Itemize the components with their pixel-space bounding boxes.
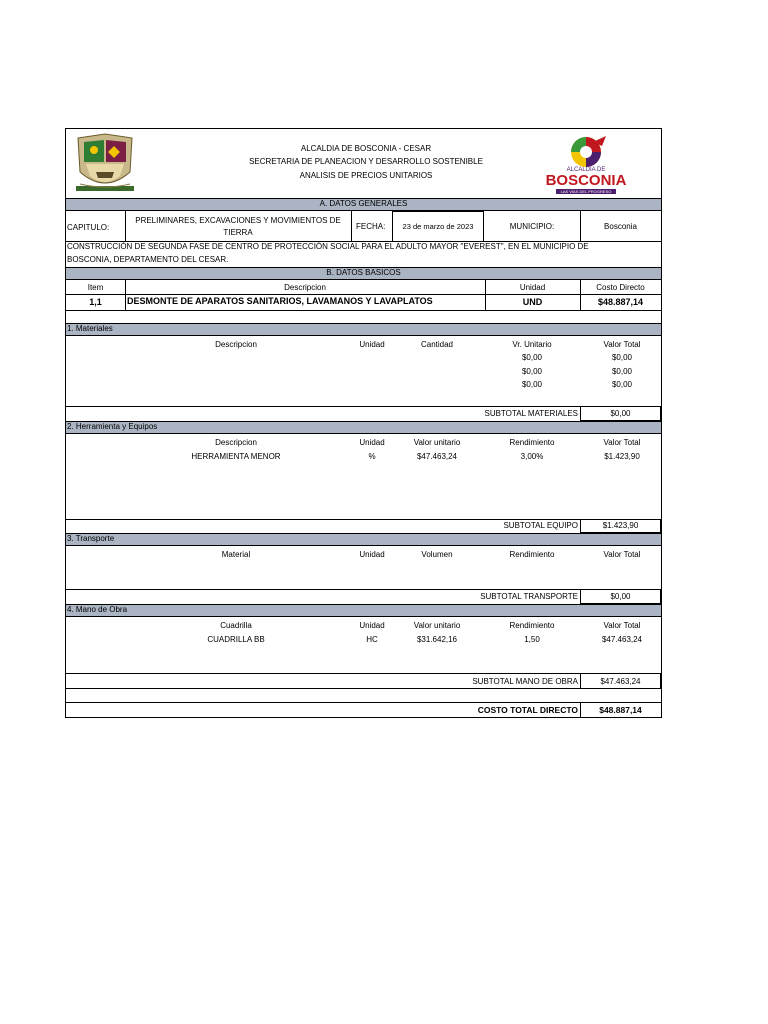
mat-row1-vr-unitario: $0,00 <box>521 353 543 362</box>
her-rendimiento-header: Rendimiento <box>509 438 555 447</box>
subtotal-mano-obra-label: SUBTOTAL MANO DE OBRA <box>472 677 578 686</box>
unidad-header: Unidad <box>519 283 546 292</box>
mo-row-rendimiento: 1,50 <box>524 635 540 644</box>
mat-row1-valor-total: $0,00 <box>611 353 633 362</box>
tra-valor-total-header: Valor Total <box>603 550 641 559</box>
divider <box>66 589 661 590</box>
header-line-1: ALCALDIA DE BOSCONIA - CESAR <box>300 144 432 153</box>
divider <box>66 673 661 674</box>
municipio-value: Bosconia <box>604 222 637 231</box>
divider <box>351 211 352 242</box>
costo-directo-header: Costo Directo <box>596 283 645 292</box>
mat-descripcion-header: Descripcion <box>215 340 257 349</box>
unidad-value: UND <box>522 297 543 307</box>
mo-row-valor-unitario: $31.642,16 <box>416 635 458 644</box>
mat-vr-unitario-header: Vr. Unitario <box>512 340 552 349</box>
subtotal-materiales-label: SUBTOTAL MATERIALES <box>484 409 578 418</box>
subtotal-materiales-value: $0,00 <box>610 409 631 418</box>
coat-of-arms-icon <box>74 132 136 196</box>
capitulo-label: CAPITULO: <box>67 223 110 232</box>
mat-row2-valor-total: $0,00 <box>611 367 633 376</box>
logo-bosconia: BOSCONIA <box>545 172 627 189</box>
costo-total-value: $48.887,14 <box>599 705 642 715</box>
item-value: 1,1 <box>89 297 102 307</box>
herramienta-title: 2. Herramienta y Equipos <box>67 422 158 431</box>
bosconia-logo <box>536 134 636 196</box>
apu-sheet <box>65 128 662 718</box>
mat-row3-vr-unitario: $0,00 <box>521 380 543 389</box>
proyecto-line2: BOSCONIA, DEPARTAMENTO DEL CESAR. <box>67 255 229 264</box>
her-row-valor-total: $1.423,90 <box>604 452 640 461</box>
her-row-unidad: % <box>368 452 376 461</box>
mo-row-valor-total: $47.463,24 <box>601 635 643 644</box>
materiales-title: 1. Materiales <box>67 324 113 333</box>
subtotal-equipo-value: $1.423,90 <box>602 521 639 530</box>
logo-slogan: LAS VÍAS DEL PROGRESO <box>556 189 616 194</box>
divider <box>66 406 661 407</box>
her-row-valor-unitario: $47.463,24 <box>416 452 458 461</box>
fecha-value: 23 de marzo de 2023 <box>402 222 474 231</box>
transporte-title: 3. Transporte <box>67 534 115 543</box>
mat-valor-total-header: Valor Total <box>603 340 641 349</box>
divider <box>125 280 126 311</box>
divider <box>66 294 661 295</box>
header-line-2: SECRETARIA DE PLANEACION Y DESARROLLO SOSTENIBLE <box>249 157 483 166</box>
mo-row-cuadrilla: CUADRILLA BB <box>207 635 265 644</box>
mo-rendimiento-header: Rendimiento <box>509 621 555 630</box>
datos-generales-title: A. DATOS GENERALES <box>319 199 408 208</box>
her-row-descripcion: HERRAMIENTA MENOR <box>191 452 281 461</box>
subtotal-transporte-label: SUBTOTAL TRANSPORTE <box>480 592 578 601</box>
subtotal-transporte-value: $0,00 <box>610 592 631 601</box>
costo-total-label: COSTO TOTAL DIRECTO <box>477 705 578 715</box>
header-line-3: ANALISIS DE PRECIOS UNITARIOS <box>299 171 433 180</box>
mo-valor-unitario-header: Valor unitario <box>413 621 461 630</box>
mat-unidad-header: Unidad <box>359 340 385 349</box>
item-header: Item <box>87 283 104 292</box>
materiales-band <box>66 323 661 336</box>
mo-unidad-header: Unidad <box>359 621 385 630</box>
mo-cuadrilla-header: Cuadrilla <box>220 621 252 630</box>
logo-alcaldia-de: ALCALDÍA DE <box>566 167 606 173</box>
mat-row2-vr-unitario: $0,00 <box>521 367 543 376</box>
capitulo-value-line2: TIERRA <box>223 228 253 237</box>
divider <box>66 519 661 520</box>
her-valor-unitario-header: Valor unitario <box>413 438 461 447</box>
mo-row-unidad: HC <box>366 635 378 644</box>
subtotal-equipo-label: SUBTOTAL EQUIPO <box>503 521 578 530</box>
subtotal-mano-obra-value: $47.463,24 <box>600 677 641 686</box>
divider <box>66 310 661 311</box>
mo-valor-total-header: Valor Total <box>603 621 641 630</box>
her-unidad-header: Unidad <box>359 438 385 447</box>
costo-directo-value: $48.887,14 <box>597 297 644 307</box>
her-descripcion-header: Descripcion <box>215 438 257 447</box>
mano-obra-title: 4. Mano de Obra <box>67 605 128 614</box>
tra-rendimiento-header: Rendimiento <box>509 550 555 559</box>
proyecto-line1: CONSTRUCCIÓN DE SEGUNDA FASE DE CENTRO DE PROTECCIÓN SOCIAL PARA EL ADULTO MAYOR "EVEREST", EN EL MUNICIPIO DE <box>67 242 589 251</box>
mat-cantidad-header: Cantidad <box>420 340 454 349</box>
municipio-label: MUNICIPIO: <box>509 222 555 231</box>
transporte-band <box>66 533 661 546</box>
descripcion-value: DESMONTE DE APARATOS SANITARIOS, LAVAMANOS Y LAVAPLATOS <box>127 296 433 306</box>
divider <box>66 688 661 689</box>
mat-row3-valor-total: $0,00 <box>611 380 633 389</box>
descripcion-header: Descripcion <box>284 283 326 292</box>
tra-material-header: Material <box>221 550 251 559</box>
her-valor-total-header: Valor Total <box>603 438 641 447</box>
her-row-rendimiento: 3,00% <box>520 452 544 461</box>
tra-volumen-header: Volumen <box>421 550 453 559</box>
escudo-logo <box>74 132 136 196</box>
mano-obra-band <box>66 604 661 617</box>
capitulo-value-line1: PRELIMINARES, EXCAVACIONES Y MOVIMIENTOS DE <box>135 216 341 225</box>
divider <box>66 702 661 703</box>
tra-unidad-header: Unidad <box>359 550 385 559</box>
datos-basicos-title: B. DATOS BASICOS <box>326 268 401 277</box>
fecha-label: FECHA: <box>356 222 386 231</box>
